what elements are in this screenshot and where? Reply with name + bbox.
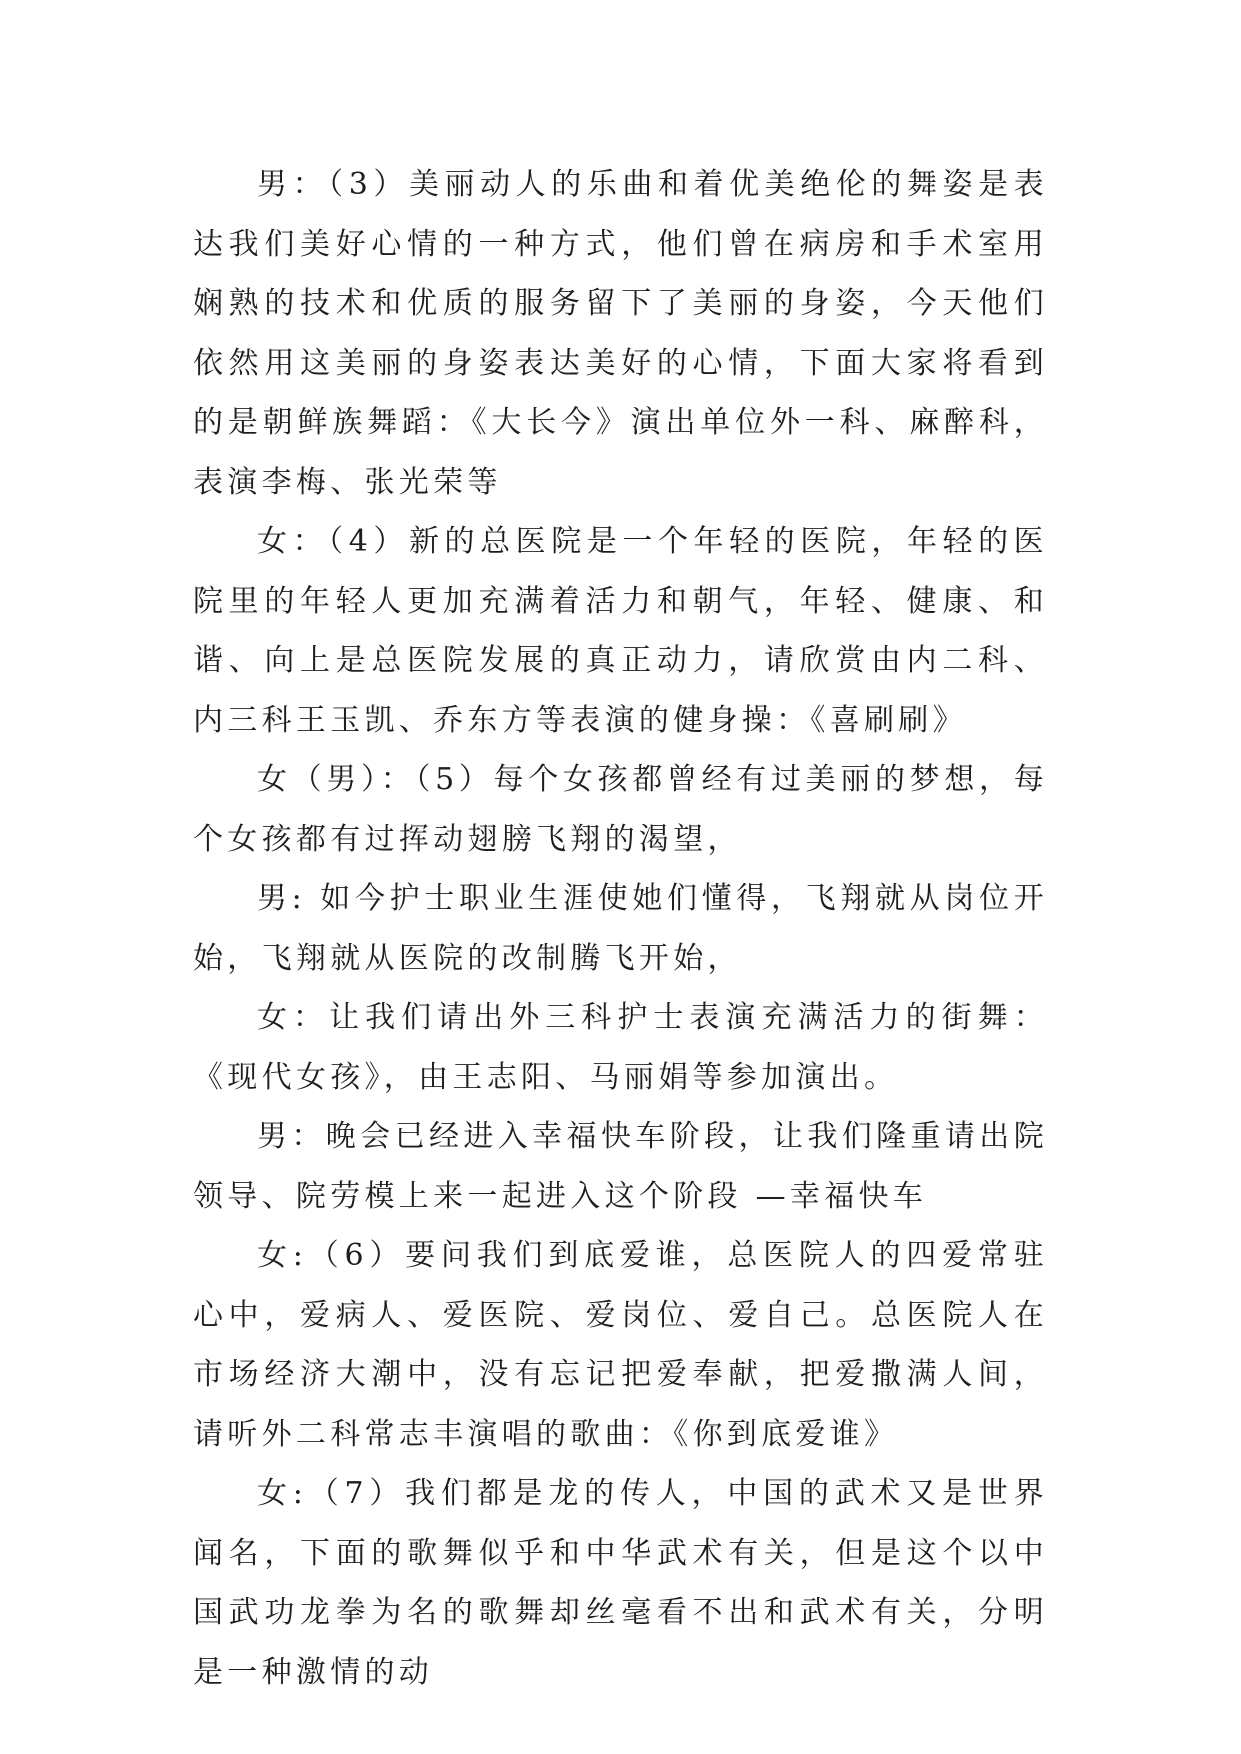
paragraph-3: 女（男）：（5）每个女孩都曾经有过美丽的梦想，每个女孩都有过挥动翅膀飞翔的渴望， xyxy=(193,762,1048,857)
paragraph-6: 男：晚会已经进入幸福快车阶段，让我们隆重请出院领导、院劳模上来一起进入这个阶段 —幸福快车 xyxy=(193,1119,1048,1214)
paragraph-8: 女:（7）我们都是龙的传人，中国的武术又是世界闻名，下面的歌舞似乎和中华武术有关，但是这个以中国武功龙拳为名的歌舞却丝毫看不出和武术有关，分明是一种激情的动 xyxy=(193,1476,1048,1690)
document-body xyxy=(193,155,1048,1702)
paragraph-5: 女：让我们请出外三科护士表演充满活力的街舞：《现代女孩》，由王志阳、马丽娟等参加演出。 xyxy=(193,1000,1048,1095)
paragraph-7: 女:（6）要问我们到底爱谁，总医院人的四爱常驻心中，爱病人、爱医院、爱岗位、爱自己。总医院人在市场经济大潮中，没有忘记把爱奉献，把爱撒满人间，请听外二科常志丰演唱的歌曲：《你到底爱谁》 xyxy=(193,1238,1048,1452)
paragraph-1: 男：（3）美丽动人的乐曲和着优美绝伦的舞姿是表达我们美好心情的一种方式，他们曾在病房和手术室用娴熟的技术和优质的服务留下了美丽的身姿，今天他们依然用这美丽的身姿表达美好的心情，下面大家将看到的是朝鲜族舞蹈：《大长今》演出单位外一科、麻醉科，表演李梅、张光荣等 xyxy=(193,167,1048,500)
paragraph-2: 女：（4）新的总医院是一个年轻的医院，年轻的医院里的年轻人更加充满着活力和朝气，年轻、健康、和谐、向上是总医院发展的真正动力，请欣赏由内二科、内三科王玉凯、乔东方等表演的健身操：《喜刷刷》 xyxy=(193,524,1048,738)
paragraph-4: 男: 如今护士职业生涯使她们懂得，飞翔就从岗位开始，飞翔就从医院的改制腾飞开始， xyxy=(193,881,1048,976)
